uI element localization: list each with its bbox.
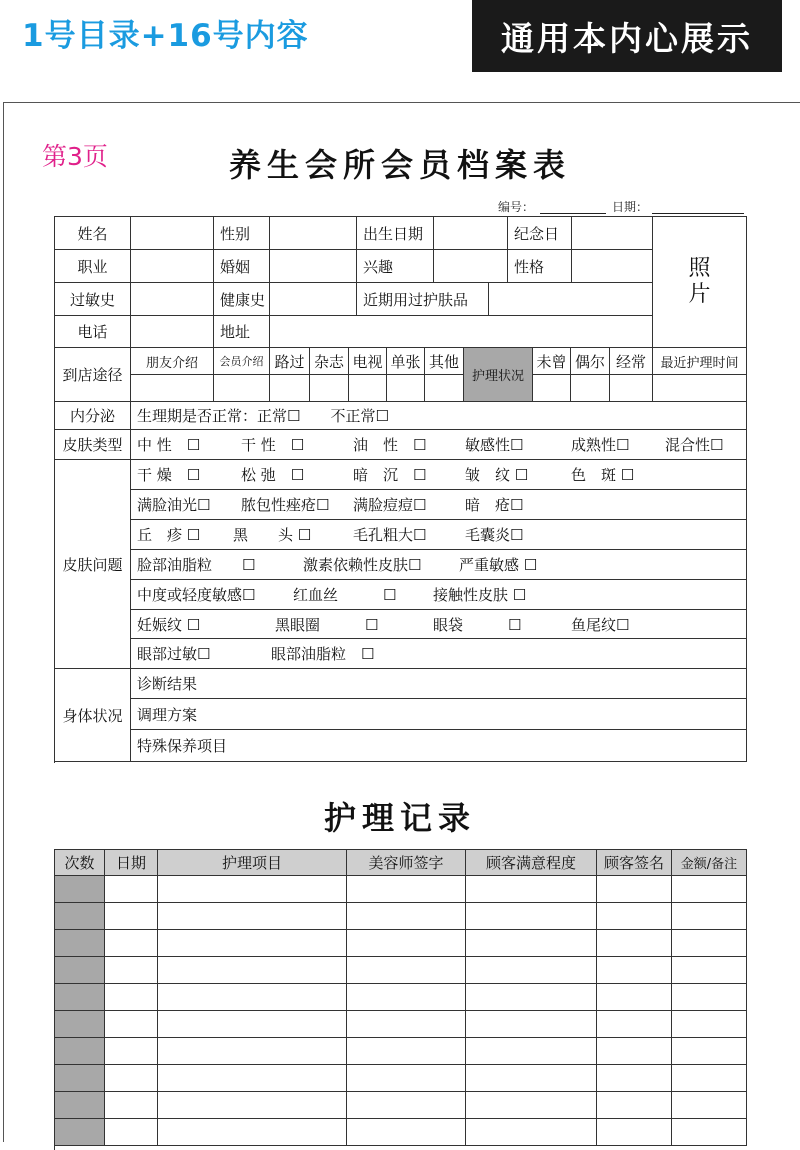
record-cell-date[interactable] bbox=[105, 1119, 158, 1146]
freq-check-often[interactable] bbox=[610, 375, 653, 402]
skin-problem-option[interactable]: 眼部过敏☐ bbox=[137, 645, 211, 663]
record-header-customer-signature: 顾客签名 bbox=[597, 850, 672, 876]
channel-check-flyer[interactable] bbox=[387, 375, 425, 402]
record-cell-satisfaction[interactable] bbox=[466, 1119, 597, 1146]
skin-problem-option[interactable]: 黑眼圈 ☐ bbox=[275, 615, 379, 634]
anniversary-label: 纪念日 bbox=[508, 217, 572, 250]
record-cell-date[interactable] bbox=[105, 903, 158, 930]
anniversary-field[interactable] bbox=[572, 217, 653, 250]
record-cell-care-item[interactable] bbox=[158, 876, 347, 903]
photo-label: 照片 bbox=[688, 256, 711, 307]
record-cell-beautician-signature[interactable] bbox=[347, 876, 466, 903]
marriage-label: 婚姻 bbox=[214, 250, 270, 283]
record-cell-count[interactable] bbox=[55, 903, 105, 930]
personality-label: 性格 bbox=[508, 250, 572, 283]
record-cell-amount-note[interactable] bbox=[672, 930, 747, 957]
skin-problem-option[interactable]: 皱 纹 ☐ bbox=[465, 466, 529, 484]
hobby-field[interactable] bbox=[434, 250, 508, 283]
record-cell-customer-signature[interactable] bbox=[597, 1119, 672, 1146]
name-field[interactable] bbox=[131, 217, 214, 250]
hobby-label: 兴趣 bbox=[357, 250, 434, 283]
skin-problem-option[interactable]: 毛囊炎☐ bbox=[465, 526, 524, 544]
recent-care-time-field[interactable] bbox=[653, 375, 747, 402]
skin-type-combination[interactable]: 混合性☐ bbox=[665, 436, 724, 454]
record-cell-beautician-signature[interactable] bbox=[347, 1011, 466, 1038]
record-cell-date[interactable] bbox=[105, 1011, 158, 1038]
record-cell-amount-note[interactable] bbox=[672, 1092, 747, 1119]
skin-type-dry[interactable]: 干 性 ☐ bbox=[241, 436, 305, 454]
record-cell-customer-signature[interactable] bbox=[597, 1092, 672, 1119]
marriage-field[interactable] bbox=[270, 250, 357, 283]
skin-problem-row[interactable] bbox=[131, 490, 747, 520]
record-cell-beautician-signature[interactable] bbox=[347, 984, 466, 1011]
record-cell-care-item[interactable] bbox=[158, 1092, 347, 1119]
record-cell-beautician-signature[interactable] bbox=[347, 1119, 466, 1146]
channel-option-passby: 路过 bbox=[270, 348, 310, 375]
skin-problem-row[interactable] bbox=[131, 520, 747, 550]
record-cell-amount-note[interactable] bbox=[672, 876, 747, 903]
recent-products-label: 近期用过护肤品 bbox=[357, 283, 489, 316]
record-cell-date[interactable] bbox=[105, 930, 158, 957]
skin-type-neutral[interactable]: 中 性 ☐ bbox=[137, 436, 201, 454]
record-cell-date[interactable] bbox=[105, 1065, 158, 1092]
record-cell-customer-signature[interactable] bbox=[597, 1065, 672, 1092]
record-cell-satisfaction[interactable] bbox=[466, 1038, 597, 1065]
skin-type-mature[interactable]: 成熟性☐ bbox=[571, 436, 630, 454]
record-cell-count[interactable] bbox=[55, 1065, 105, 1092]
record-cell-care-item[interactable] bbox=[158, 1119, 347, 1146]
record-cell-amount-note[interactable] bbox=[672, 957, 747, 984]
skin-problem-option[interactable]: 干 燥 ☐ bbox=[137, 466, 201, 484]
record-cell-amount-note[interactable] bbox=[672, 903, 747, 930]
skin-problem-row[interactable] bbox=[131, 639, 747, 669]
skin-problem-option[interactable]: 暗 沉 ☐ bbox=[353, 466, 427, 484]
record-header-date: 日期 bbox=[105, 850, 158, 876]
skin-problem-option[interactable]: 眼袋 ☐ bbox=[433, 615, 522, 634]
skin-problem-option[interactable]: 暗 疮☐ bbox=[465, 496, 524, 514]
channel-check-friend[interactable] bbox=[131, 375, 214, 402]
channel-option-magazine: 杂志 bbox=[310, 348, 349, 375]
endocrine-label: 内分泌 bbox=[55, 402, 131, 430]
freq-sometimes: 偶尔 bbox=[571, 348, 610, 375]
skin-problem-option[interactable]: 严重敏感 ☐ bbox=[459, 556, 538, 574]
channel-option-friend: 朋友介绍 bbox=[131, 348, 214, 375]
record-cell-customer-signature[interactable] bbox=[597, 1011, 672, 1038]
photo-box[interactable] bbox=[653, 217, 747, 348]
skin-problem-option[interactable]: 黑 头 ☐ bbox=[233, 526, 312, 544]
record-cell-beautician-signature[interactable] bbox=[347, 903, 466, 930]
skin-problem-option[interactable]: 松 弛 ☐ bbox=[241, 466, 305, 484]
recent-care-time-label: 最近护理时间 bbox=[653, 348, 747, 375]
birth-label: 出生日期 bbox=[357, 217, 434, 250]
record-cell-date[interactable] bbox=[105, 1038, 158, 1065]
special-care-row[interactable]: 特殊保养项目 bbox=[131, 730, 747, 762]
record-header-amount-note: 金额/备注 bbox=[672, 850, 747, 876]
phone-field[interactable] bbox=[131, 316, 214, 348]
birth-field[interactable] bbox=[434, 217, 508, 250]
record-cell-care-item[interactable] bbox=[158, 930, 347, 957]
record-cell-amount-note[interactable] bbox=[672, 984, 747, 1011]
record-cell-count[interactable] bbox=[55, 1119, 105, 1146]
recent-products-field[interactable] bbox=[489, 283, 653, 316]
page-label: 第3页 bbox=[42, 142, 108, 171]
record-header-satisfaction: 顾客满意程度 bbox=[466, 850, 597, 876]
channel-check-other[interactable] bbox=[425, 375, 464, 402]
record-cell-beautician-signature[interactable] bbox=[347, 930, 466, 957]
record-cell-customer-signature[interactable] bbox=[597, 1038, 672, 1065]
gender-label: 性别 bbox=[214, 217, 270, 250]
record-cell-count[interactable] bbox=[55, 876, 105, 903]
record-cell-amount-note[interactable] bbox=[672, 1038, 747, 1065]
skin-problem-row[interactable] bbox=[131, 460, 747, 490]
skin-problem-option[interactable]: 色 斑 ☐ bbox=[571, 466, 635, 484]
record-cell-customer-signature[interactable] bbox=[597, 876, 672, 903]
record-cell-satisfaction[interactable] bbox=[466, 1092, 597, 1119]
record-cell-date[interactable] bbox=[105, 984, 158, 1011]
skin-problem-option[interactable]: 激素依赖性皮肤☐ bbox=[303, 556, 422, 574]
freq-never: 未曾 bbox=[533, 348, 571, 375]
record-cell-satisfaction[interactable] bbox=[466, 903, 597, 930]
diagnosis-row[interactable]: 诊断结果 bbox=[131, 669, 747, 699]
record-cell-care-item[interactable] bbox=[158, 984, 347, 1011]
channel-check-magazine[interactable] bbox=[310, 375, 349, 402]
skin-type-label: 皮肤类型 bbox=[55, 430, 131, 460]
channel-check-passby[interactable] bbox=[270, 375, 310, 402]
record-cell-date[interactable] bbox=[105, 957, 158, 984]
date-field[interactable] bbox=[652, 198, 744, 214]
record-cell-customer-signature[interactable] bbox=[597, 903, 672, 930]
job-field[interactable] bbox=[131, 250, 214, 283]
record-cell-beautician-signature[interactable] bbox=[347, 957, 466, 984]
skin-problem-option[interactable]: 妊娠纹 ☐ bbox=[137, 615, 201, 634]
care-status-label: 护理状况 bbox=[464, 348, 533, 402]
skin-problem-option[interactable]: 眼部油脂粒 ☐ bbox=[271, 645, 375, 663]
record-cell-count[interactable] bbox=[55, 930, 105, 957]
skin-type-options[interactable] bbox=[131, 430, 747, 460]
channel-option-flyer: 单张 bbox=[387, 348, 425, 375]
channel-option-other: 其他 bbox=[425, 348, 464, 375]
endocrine-options[interactable]: 生理期是否正常：正常☐ 不正常☐ bbox=[131, 402, 747, 430]
treatment-plan-row[interactable]: 调理方案 bbox=[131, 699, 747, 730]
allergy-label: 过敏史 bbox=[55, 283, 131, 316]
record-cell-care-item[interactable] bbox=[158, 1038, 347, 1065]
record-cell-amount-note[interactable] bbox=[672, 1011, 747, 1038]
skin-problem-option[interactable]: 脓包性痤疮☐ bbox=[241, 496, 330, 514]
skin-problem-option[interactable]: 毛孔粗大☐ bbox=[353, 526, 427, 544]
gender-field[interactable] bbox=[270, 217, 357, 250]
record-cell-beautician-signature[interactable] bbox=[347, 1092, 466, 1119]
form-title: 养生会所会员档案表 bbox=[228, 146, 571, 184]
skin-problem-label: 皮肤问题 bbox=[55, 460, 131, 669]
skin-problem-row[interactable] bbox=[131, 580, 747, 610]
skin-type-sensitive[interactable]: 敏感性☐ bbox=[465, 436, 524, 454]
skin-problem-option[interactable]: 丘 疹 ☐ bbox=[137, 526, 201, 544]
number-label: 编号： bbox=[498, 200, 535, 214]
channel-check-tv[interactable] bbox=[349, 375, 387, 402]
record-title: 护理记录 bbox=[323, 799, 476, 837]
record-cell-amount-note[interactable] bbox=[672, 1065, 747, 1092]
phone-label: 电话 bbox=[55, 316, 131, 348]
record-cell-satisfaction[interactable] bbox=[466, 984, 597, 1011]
freq-often: 经常 bbox=[610, 348, 653, 375]
record-cell-care-item[interactable] bbox=[158, 1065, 347, 1092]
record-header-care-item: 护理项目 bbox=[158, 850, 347, 876]
record-cell-count[interactable] bbox=[55, 1011, 105, 1038]
record-cell-satisfaction[interactable] bbox=[466, 876, 597, 903]
channel-option-tv: 电视 bbox=[349, 348, 387, 375]
record-header-beautician-signature: 美容师签字 bbox=[347, 850, 466, 876]
record-cell-satisfaction[interactable] bbox=[466, 957, 597, 984]
freq-check-sometimes[interactable] bbox=[571, 375, 610, 402]
record-cell-date[interactable] bbox=[105, 1092, 158, 1119]
date-label: 日期： bbox=[612, 200, 649, 214]
personality-field[interactable] bbox=[572, 250, 653, 283]
record-cell-amount-note[interactable] bbox=[672, 1119, 747, 1146]
record-cell-count[interactable] bbox=[55, 957, 105, 984]
freq-check-never[interactable] bbox=[533, 375, 571, 402]
channel-check-member[interactable] bbox=[214, 375, 270, 402]
record-cell-care-item[interactable] bbox=[158, 1011, 347, 1038]
channel-option-member: 会员介绍 bbox=[214, 348, 270, 375]
allergy-field[interactable] bbox=[131, 283, 214, 316]
record-cell-count[interactable] bbox=[55, 1038, 105, 1065]
record-header-count: 次数 bbox=[55, 850, 105, 876]
address-label: 地址 bbox=[214, 316, 270, 348]
skin-type-oily[interactable]: 油 性 ☐ bbox=[353, 436, 427, 454]
skin-problem-option[interactable]: 满脸油光☐ bbox=[137, 496, 211, 514]
record-cell-customer-signature[interactable] bbox=[597, 930, 672, 957]
health-field[interactable] bbox=[270, 283, 357, 316]
skin-problem-option[interactable]: 鱼尾纹☐ bbox=[571, 615, 630, 634]
body-label: 身体状况 bbox=[55, 669, 131, 762]
channel-label: 到店途径 bbox=[55, 348, 131, 402]
skin-problem-option[interactable]: 红血丝 ☐ bbox=[293, 586, 397, 604]
skin-problem-option[interactable]: 中度或轻度敏感☐ bbox=[137, 586, 256, 604]
skin-problem-option[interactable]: 接触性皮肤 ☐ bbox=[433, 586, 527, 604]
record-cell-satisfaction[interactable] bbox=[466, 930, 597, 957]
record-cell-satisfaction[interactable] bbox=[466, 1065, 597, 1092]
banner-right-title: 通用本内心展示 bbox=[472, 0, 782, 72]
address-field[interactable] bbox=[270, 316, 653, 348]
skin-problem-option[interactable]: 满脸痘痘☐ bbox=[353, 496, 427, 514]
record-cell-customer-signature[interactable] bbox=[597, 957, 672, 984]
record-cell-beautician-signature[interactable] bbox=[347, 1065, 466, 1092]
health-label: 健康史 bbox=[214, 283, 270, 316]
record-cell-care-item[interactable] bbox=[158, 957, 347, 984]
skin-problem-option[interactable]: 脸部油脂粒 ☐ bbox=[137, 556, 256, 574]
record-cell-customer-signature[interactable] bbox=[597, 984, 672, 1011]
number-field[interactable] bbox=[540, 198, 606, 214]
record-cell-count[interactable] bbox=[55, 984, 105, 1011]
record-cell-date[interactable] bbox=[105, 876, 158, 903]
name-label: 姓名 bbox=[55, 217, 131, 250]
record-cell-count[interactable] bbox=[55, 1092, 105, 1119]
job-label: 职业 bbox=[55, 250, 131, 283]
skin-problem-row[interactable] bbox=[131, 610, 747, 639]
skin-problem-row[interactable] bbox=[131, 550, 747, 580]
record-cell-beautician-signature[interactable] bbox=[347, 1038, 466, 1065]
banner-left-title: 1号目录+16号内容 bbox=[22, 18, 309, 54]
record-cell-satisfaction[interactable] bbox=[466, 1011, 597, 1038]
record-cell-care-item[interactable] bbox=[158, 903, 347, 930]
